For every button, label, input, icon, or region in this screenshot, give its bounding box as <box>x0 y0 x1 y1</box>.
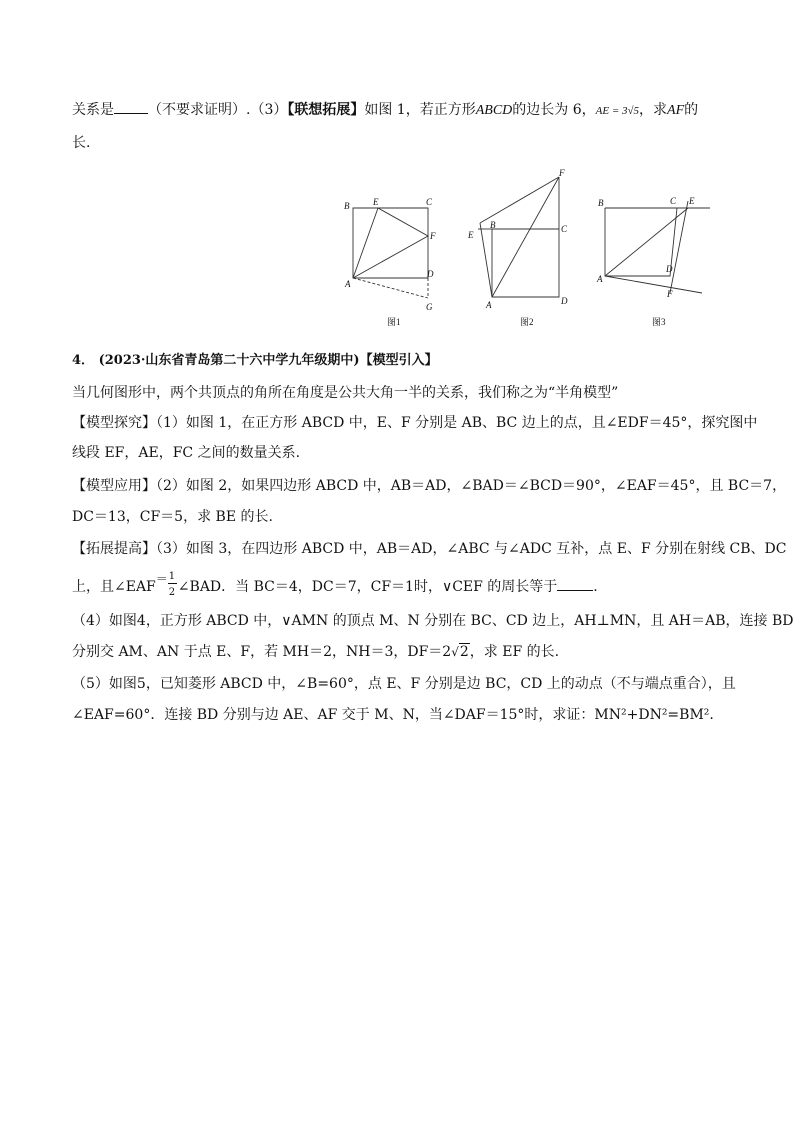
text: （不要求证明）.（3） <box>148 102 288 118</box>
q4-part5-line1: （5）如图5，已知菱形 ABCD 中，∠B=60°，点 E、F 分别是边 BC，CD 上的动点（不与端点重合），且 <box>72 676 736 692</box>
question-number: 4． <box>72 353 95 368</box>
text: ，求 <box>639 102 668 118</box>
equals-sign: ＝ <box>155 572 168 586</box>
fig1-label-E: E <box>373 197 379 207</box>
text: 如图 1，若正方形 <box>364 102 476 118</box>
math-var: ABCD <box>475 103 513 118</box>
denominator: 2 <box>168 587 176 598</box>
figure-1 <box>344 197 436 327</box>
fig3-label-A: A <box>597 274 603 284</box>
answer-blank <box>114 101 148 114</box>
text: 上，且∠EAF <box>72 579 156 595</box>
q4-intro: 当几何图形中，两个共顶点的角所在角度是公共大角一半的关系，我们称之为“半角模型” <box>72 385 619 401</box>
text: 关系是 <box>72 102 114 118</box>
text: ∠BAD．当 BC＝4，DC＝7，CF＝1时，∨CEF 的周长等于 <box>177 579 558 595</box>
fig3-label-D: D <box>666 264 673 274</box>
fig2-label-D: D <box>561 296 568 306</box>
q4-header <box>72 352 438 370</box>
answer-blank <box>557 578 593 591</box>
q4-part4-line2: 分别交 AM、AN 于点 E、F，若 MH＝2，NH＝3，DF＝2√2，求 EF 的长. <box>72 644 560 660</box>
text: ，求 EF 的长. <box>469 644 560 660</box>
fig3-label-F: F <box>667 289 673 299</box>
fig2-label-C: C <box>561 224 568 234</box>
fig2-label-B: B <box>490 220 496 230</box>
fig3-label-B: B <box>598 198 604 208</box>
fig1-caption: 图1 <box>387 317 401 327</box>
fig3-caption: 图3 <box>652 317 666 327</box>
fig1-label-F: F <box>430 231 436 241</box>
section-tag: 【联想拓展】 <box>287 102 365 118</box>
text: 的边长为 6， <box>512 102 596 118</box>
figure-3 <box>596 196 710 327</box>
math-var: AF <box>667 103 685 118</box>
prev-question-line-1 <box>72 101 698 120</box>
radicand: 2 <box>459 644 469 660</box>
numerator: 1 <box>168 571 176 582</box>
q4-part4-line1: （4）如图4，正方形 ABCD 中，∨AMN 的顶点 M、N 分别在 BC、CD 边上，AH⊥MN，且 AH＝AB，连接 BD <box>72 613 794 629</box>
fig1-label-A: A <box>345 279 351 289</box>
fig1-label-B: B <box>344 201 350 211</box>
fig2-caption: 图2 <box>520 317 534 327</box>
question-source: (2023·山东省青岛第二十六中学九年级期中) <box>98 353 360 368</box>
text: 的 <box>684 102 699 118</box>
q4-part3-line1: 【拓展提高】（3）如图 3，在四边形 ABCD 中，AB＝AD，∠ABC 与∠ADC 互补，点 E、F 分别在射线 CB、DC <box>72 541 787 557</box>
q4-part1-line1: 【模型探究】（1）如图 1，在正方形 ABCD 中，E、F 分别是 AB、BC 边上的点，且∠EDF＝45°，探究图中 <box>72 415 758 431</box>
fig2-label-F: F <box>559 168 565 178</box>
figure-2 <box>467 168 568 327</box>
q4-part1-line2: 线段 EF，AE，FC 之间的数量关系. <box>72 445 301 461</box>
fig3-label-E: E <box>689 196 695 206</box>
q4-part2-line1: 【模型应用】（2）如图 2，如果四边形 ABCD 中，AB＝AD，∠BAD＝∠BCD＝90°，∠EAF＝45°，且 BC＝7， <box>72 478 787 494</box>
fraction <box>168 571 178 598</box>
text: 分别交 AM、AN 于点 E、F，若 MH＝2，NH＝3，DF＝2 <box>72 644 452 660</box>
math-expr: AE = 3√5 <box>595 105 640 117</box>
fig3-label-C: C <box>670 196 677 206</box>
q4-part2-line2: DC＝13，CF＝5，求 BE 的长. <box>72 509 273 525</box>
section-tag: 【模型引入】 <box>359 353 438 368</box>
fig2-label-A: A <box>486 300 492 310</box>
fig1-label-D: D <box>427 269 434 279</box>
fig2-label-E: E <box>468 230 474 240</box>
figures <box>330 165 720 335</box>
prev-question-line-2: 长. <box>72 135 91 151</box>
q4-part3-line2 <box>72 571 598 598</box>
fig1-label-C: C <box>426 197 433 207</box>
q4-part5-line2: ∠EAF=60°．连接 BD 分别与边 AE、AF 交于 M、N，当∠DAF＝15°时，求证：MN²+DN²=BM². <box>72 707 714 723</box>
text: . <box>593 579 598 595</box>
fig1-label-G: G <box>426 302 433 312</box>
